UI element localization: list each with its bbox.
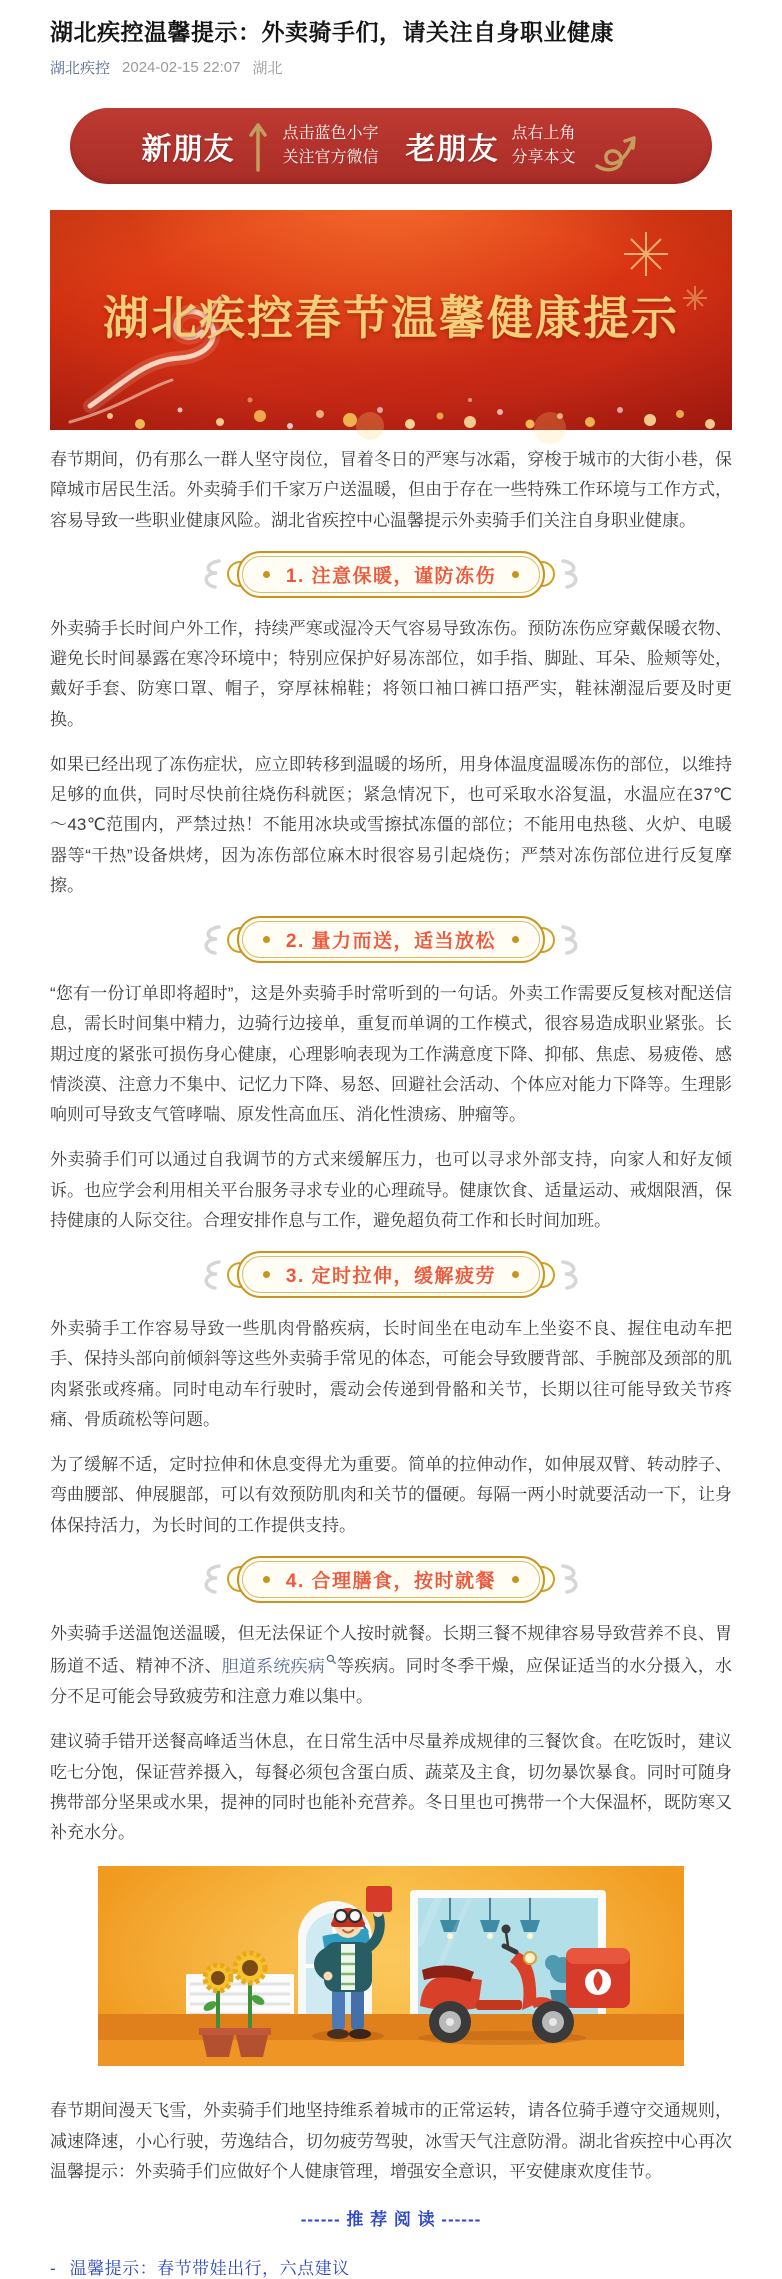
dot-icon (263, 1576, 270, 1583)
steam-icon (195, 1259, 225, 1291)
paragraph: 外卖骑手长时间户外工作，持续严寒或湿冷天气容易导致冻伤。预防冻伤应穿戴保暖衣物、避免长时间暴露在寒冷环境中；特别应保护好易冻部位，如手指、脚趾、耳朵、脸颊等处，戴好手套、防寒口罩、帽子，穿厚袜棉鞋；将领口袖口裤口捂严实，鞋袜潮湿后要及时更换。 (50, 618, 732, 729)
sparkles (107, 398, 715, 445)
hero-title: 湖北疾控春节温馨健康提示 (103, 292, 679, 345)
disease-link[interactable]: 胆道系统疾病 (222, 1657, 337, 1676)
section-heading-text: 2. 量力而送，适当放松 (285, 931, 497, 953)
section-heading-text: 4. 合理膳食，按时就餐 (285, 1570, 497, 1592)
new-friends-hint: 点击蓝色小字 关注官方微信 (282, 125, 379, 167)
account-link[interactable]: 湖北疾控 (50, 60, 111, 78)
section-heading-text: 1. 注意保暖，谨防冻伤 (285, 565, 497, 587)
closing-paragraph: 春节期间漫天飞雪，外卖骑手们地坚持维系着城市的正常运转，请各位骑手遵守交通规则，减速降速，小心行驶，劳逸结合，切勿疲劳驾驶，冰雪天气注意防滑。湖北省疾控中心再次温馨提示：外卖骑手们应做好个人健康管理，增强安全意识，平安健康欢度佳节。 (50, 2101, 732, 2181)
rider-illustration-image (98, 1866, 684, 2066)
paragraph: 外卖骑手工作容易导致一些肌肉骨骼疾病，长时间坐在电动车上坐姿不良、握住电动车把手、保持头部向前倾斜等这些外卖骑手常见的体态，可能会导致腰背部、手腕部及颈部的肌肉紧张或疼痛。同时电动车行驶时，震动会传递到骨骼和关节，长期以往可能导致关节疼痛、骨质疏松等问题。 (50, 1319, 732, 1429)
steam-icon (195, 558, 225, 590)
bullet-dash: - (50, 2259, 56, 2279)
page-title: 湖北疾控温馨提示：外卖骑手们，请关注自身职业健康 (50, 19, 614, 45)
section-heading-1 (50, 551, 732, 598)
section-heading-text: 3. 定时拉伸，缓解疲劳 (285, 1266, 497, 1288)
paragraph: 建议骑手错开送餐高峰适当休息，在日常生活中尽量养成规律的三餐饮食。在吃饭时，建议吃七分饱，保证营养摄入，每餐必须包含蛋白质、蔬菜及主食，切勿暴饮暴食。同时可随身携带部分坚果或水果，提神的同时也能补充营养。冬日里也可携带一个大保温杯，既防寒又补充水分。 (50, 1732, 732, 1843)
publish-region: 湖北 (252, 60, 283, 78)
steam-icon (557, 1259, 587, 1291)
dot-icon (512, 1271, 519, 1278)
steam-icon (195, 1563, 225, 1595)
steam-icon (195, 924, 225, 956)
recommended-reading-divider: ------ 推 荐 阅 读 ------ (300, 2210, 482, 2230)
dot-icon (512, 571, 519, 578)
paragraph: “您有一份订单即将超时”，这是外卖骑手时常听到的一句话。外卖工作需要反复核对配送信息，需长时间集中精力，边骑行边接单，重复而单调的工作模式，很容易造成职业紧张。长期过度的紧张可损伤身心健康，心理影响表现为工作满意度下降、抑郁、焦虑、易疲倦、感情淡漠、注意力不集中、记忆力下降、易怒、回避社会活动、个体应对能力下降等。生理影响则可导致支气管哮喘、原发性高血压、消化性溃疡、肿瘤等。 (50, 984, 732, 1125)
swirl-arrow-icon (589, 118, 641, 174)
steam-icon (557, 1563, 587, 1595)
dot-icon (512, 1576, 519, 1583)
section-heading-3 (50, 1251, 732, 1298)
recommended-article-link[interactable]: 温馨提示：春节带娃出行，六点建议 (69, 2259, 350, 2279)
paragraph: 为了缓解不适，定时拉伸和休息变得尤为重要。简单的拉伸动作，如伸展双臂、转动脖子、弯曲腰部、伸展腿部，可以有效预防肌肉和关节的僵硬。每隔一两小时就要活动一下，让身体保持活力，为长时间的工作提供支持。 (50, 1455, 732, 1535)
dot-icon (263, 1271, 270, 1278)
new-friends-label: 新朋友 (141, 133, 235, 167)
steam-icon (557, 558, 587, 590)
search-icon (326, 1654, 337, 1665)
byline (50, 57, 732, 78)
paragraph: 如果已经出现了冻伤症状，应立即转移到温暖的场所，用身体温度温暖冻伤的部位，以维持足够的血供，同时尽快前往烧伤科就医；紧急情况下，也可采取水浴复温，水温应在37℃～43℃范围内，严禁过热！不能用冰块或雪擦拭冻僵的部位；不能用电热毯、火炉、电暖器等“干热”设备烘烤，因为冻伤部位麻木时很容易引起烧伤；严禁对冻伤部位进行反复摩擦。 (50, 754, 732, 895)
publish-date: 2024-02-15 22:07 (122, 59, 241, 77)
intro-paragraph: 春节期间，仍有那么一群人坚守岗位，冒着冬日的严寒与冰霜，穿梭于城市的大街小巷，保障城市居民生活。外卖骑手们千家万户送温暖，但由于存在一些特殊工作环境与工作方式，容易导致一些职业健康风险。湖北省疾控中心温馨提示外卖骑手们关注自身职业健康。 (50, 450, 732, 530)
dot-icon (263, 571, 270, 578)
paragraph: 外卖骑手们可以通过自我调节的方式来缓解压力，也可以寻求外部支持，向家人和好友倾诉。也应学会利用相关平台服务寻求专业的心理疏导。健康饮食、适量运动、戒烟限酒，保持健康的人际交往。合理安排作息与工作，避免超负荷工作和长时间加班。 (50, 1150, 732, 1230)
paragraph-with-link: 外卖骑手送温饱送温暖，但无法保证个人按时就餐。长期三餐不规律容易导致营养不良、胃肠道不适、精神不济、胆道系统疾病 等疾病。同时冬季干燥，应保证适当的水分摄入，水分不足可能会导致疲劳和注意力难以集中。 (50, 1623, 733, 1707)
delivery-box (566, 1948, 630, 2008)
dot-icon (512, 936, 519, 943)
steam-icon (557, 924, 587, 956)
section-heading-2 (50, 916, 732, 963)
dot-icon (263, 936, 270, 943)
up-arrow-icon (247, 119, 269, 173)
section-heading-4 (50, 1556, 732, 1603)
old-friends-label: 老朋友 (405, 133, 499, 167)
old-friends-hint: 点右上角 分享本文 (511, 125, 576, 167)
hero-banner-image (50, 210, 732, 430)
follow-banner (70, 108, 712, 184)
recommended-article[interactable] (50, 2254, 732, 2279)
